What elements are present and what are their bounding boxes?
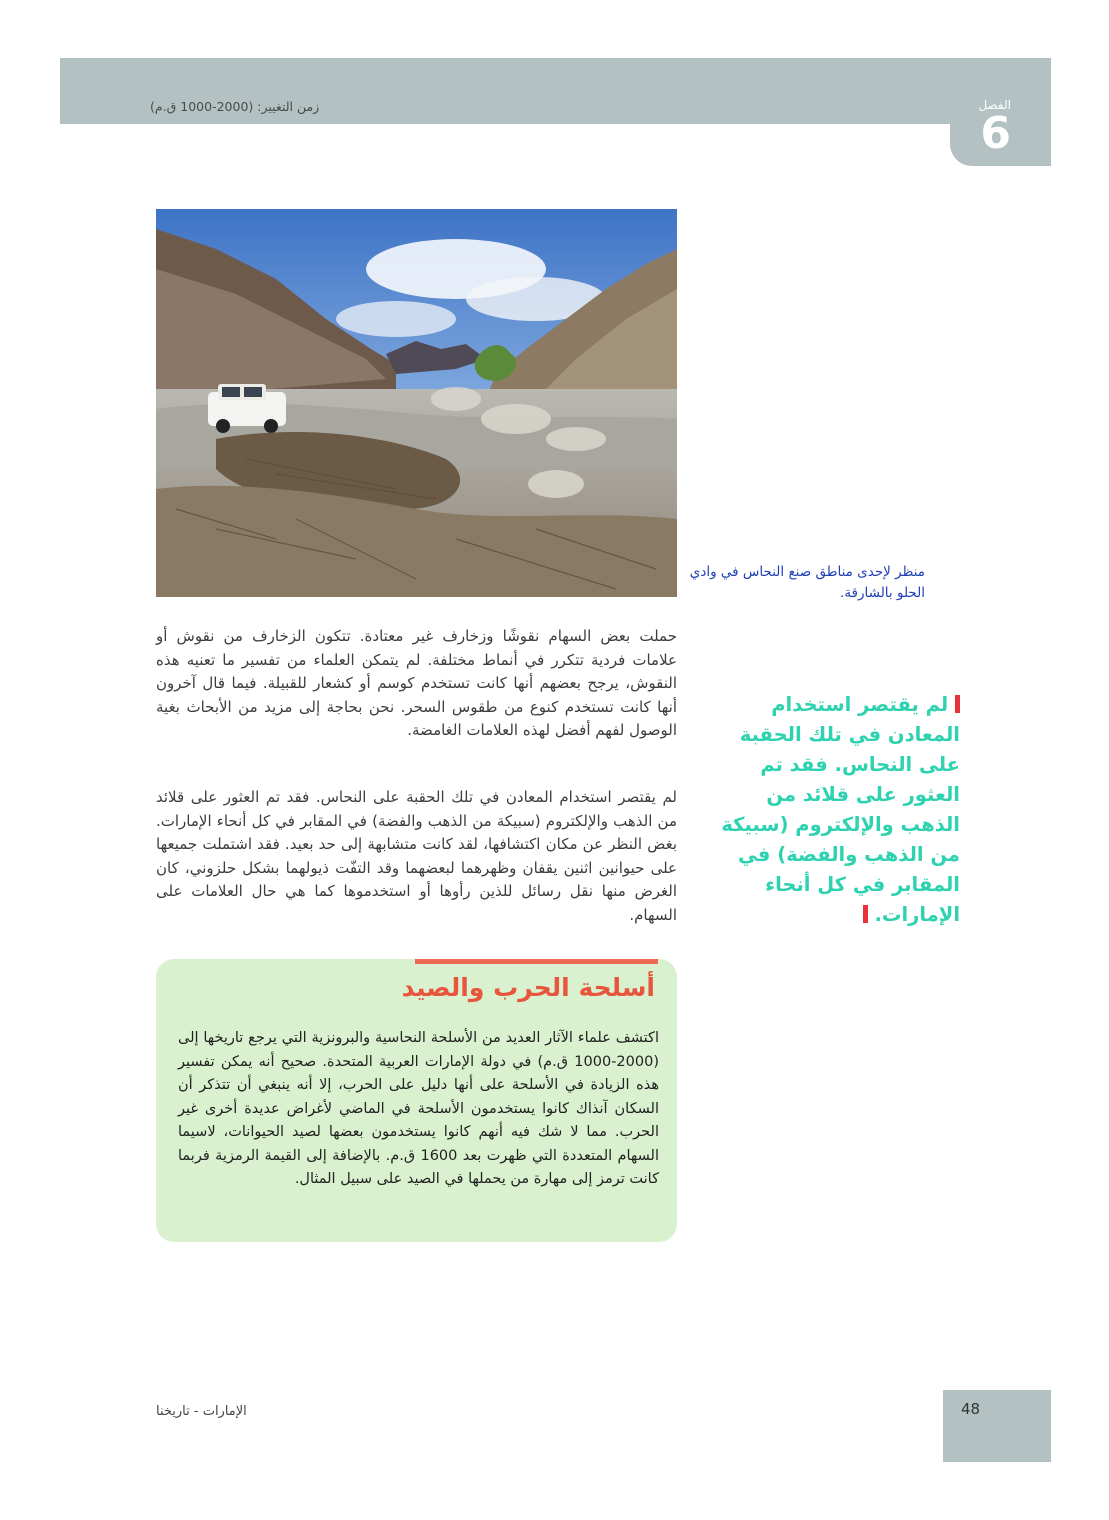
photo-caption: منظر لإحدى مناطق صنع النحاس في وادي الحلو بالشارقة. <box>689 564 925 601</box>
wadi-landscape-photo <box>156 209 677 597</box>
quote-close-mark <box>863 905 868 923</box>
chapter-tab <box>950 58 1051 166</box>
chapter-label: الفصل <box>978 98 1011 112</box>
pull-quote <box>720 690 960 930</box>
header-band <box>60 58 950 124</box>
info-box-text: اكتشف علماء الآثار العديد من الأسلحة النحاسية والبرونزية التي يرجع تاريخها إلى (2000-1000 ق.م) في دولة الإمارات العربية المتحدة. صحيح أنه يمكن تفسير هذه الزيادة في الأسلحة على أنها دليل على الحرب، إلا أنه ينبغي أن تتذكر أن السكان آنذاك كانوا يستخدمون الأسلحة في الماضي لأغراض عديدة أخرى غير الحرب. مما لا شك فيه أنهم كانوا يستخدمون بعضها لصيد الحيوانات، لاسيما السهام المتعددة التي ظهرت بعد 1600 ق.م. بالإضافة إلى القيمة الرمزية فربما كانت ترمز إلى مهارة من يحملها في الصيد على سبيل المثال. <box>178 1030 660 1187</box>
pull-quote-text: لم يقتصر استخدام المعادن في تلك الحقبة على النحاس. فقد تم العثور على قلائد من الذهب والإلكتروم (سبيكة من الذهب والفضة) في المقابر في كل أنحاء الإمارات. <box>721 693 960 926</box>
body-paragraph-1: حملت بعض السهام نقوشًا وزخارف غير معتادة. تتكون الزخارف من نقوش أو علامات فردية تتكرر في أنماط مختلفة. لم يتمكن العلماء من تفسير ما تعنيه هذه النقوش، يرجح بعضهم أنها كانت تستخدم كوسم أو كشعار للقبيلة. فيما قال آخرون أنها كانت تستخدم كنوع من طقوس السحر. نحن بحاجة إلى مزيد من الأبحاث بغية الوصول لفهم أفضل لهذه العلامات الغامضة. <box>156 627 677 739</box>
footer-book-title: الإمارات - تاريخنا <box>156 1404 247 1419</box>
footer-page-tab <box>943 1390 1051 1462</box>
chapter-number: 6 <box>980 108 1011 159</box>
info-box-accent-rule <box>415 959 658 964</box>
page-number: 48 <box>961 1400 981 1418</box>
running-header-title: زمن التغيير: (2000-1000 ق.م) <box>150 99 320 114</box>
quote-open-mark <box>955 695 960 713</box>
info-box-title: أسلحة الحرب والصيد <box>401 973 655 1002</box>
body-paragraph-2: لم يقتصر استخدام المعادن في تلك الحقبة على النحاس. فقد تم العثور على قلائد من الذهب والإلكتروم (سبيكة من الذهب والفضة) في المقابر في كل أنحاء الإمارات. بغض النظر عن مكان اكتشافها، لقد كانت متشابهة إلى حد بعيد. فقد اشتملت جميعها على حيوانين اثنين يقفان وظهرهما لبعضهما وقد التفّت ذيولهما بشكل حلزوني، كان الغرض منها نقل رسائل للذين رأوها أو استخدموها كما هي حال العلامات على السهام. <box>156 788 677 924</box>
info-box <box>156 959 677 1242</box>
